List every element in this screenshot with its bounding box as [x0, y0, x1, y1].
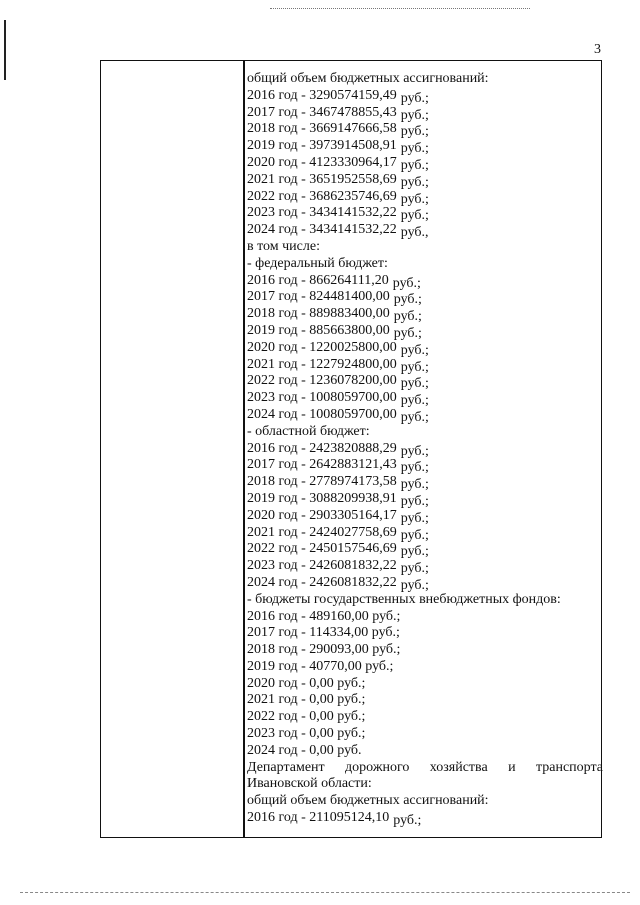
- line-text: 2022 год - 2450157546,69: [247, 541, 397, 557]
- text-line: [247, 609, 599, 626]
- text-line: [247, 709, 599, 726]
- line-text: 2023 год - 1008059700,00: [247, 390, 397, 406]
- text-line: [247, 256, 599, 273]
- currency-unit: руб.;: [400, 191, 429, 207]
- text-line: [247, 525, 599, 542]
- text-line: [247, 457, 599, 474]
- line-text: 2017 год - 3467478855,43: [247, 104, 397, 120]
- line-text: общий объем бюджетных ассигнований:: [247, 71, 489, 86]
- line-text: 2017 год - 2642883121,43: [247, 457, 397, 473]
- line-text: в том числе:: [247, 238, 320, 254]
- line-text: 2021 год - 3651952558,69: [247, 171, 397, 187]
- line-text: 2024 год - 3434141532,22: [247, 222, 397, 238]
- text-line: [247, 558, 599, 575]
- currency-unit: руб.;: [400, 527, 429, 543]
- text-line: [247, 357, 599, 374]
- text-line: [247, 642, 599, 659]
- line-text: 2018 год - 2778974173,58: [247, 474, 397, 490]
- currency-unit: руб.;: [400, 493, 429, 509]
- line-text: 2024 год - 1008059700,00: [247, 406, 397, 422]
- currency-unit: руб.;: [400, 124, 429, 140]
- text-line: [247, 172, 599, 189]
- budget-table: [100, 60, 602, 838]
- line-text: Ивановской области:: [247, 776, 372, 792]
- currency-unit: руб.;: [400, 376, 429, 392]
- line-text: - бюджеты государственных внебюджетных фондов:: [247, 591, 561, 607]
- line-text: 2017 год - 824481400,00: [247, 289, 390, 305]
- scan-top-artifact: [270, 8, 530, 10]
- text-line: [247, 273, 599, 290]
- text-line: [247, 189, 599, 206]
- column-divider: [243, 61, 245, 837]
- text-line: [247, 625, 599, 642]
- text-line: [247, 121, 599, 138]
- line-text: 2018 год - 3669147666,58: [247, 121, 397, 137]
- scan-bottom-artifact: [20, 892, 630, 894]
- line-text: 2016 год - 866264111,20: [247, 272, 389, 288]
- currency-unit: руб.;: [400, 443, 429, 459]
- text-line: [247, 138, 599, 155]
- budget-text-cell: [247, 71, 603, 829]
- line-text: 2018 год - 889883400,00: [247, 306, 390, 322]
- text-line: [247, 692, 599, 709]
- currency-unit: руб.;: [400, 477, 429, 493]
- currency-unit: руб.;: [400, 544, 429, 560]
- line-text: 2016 год - 3290574159,49: [247, 87, 397, 103]
- currency-unit: руб.;: [400, 393, 429, 409]
- text-line: [247, 575, 599, 592]
- currency-unit: руб.;: [393, 309, 422, 325]
- text-line: [247, 743, 599, 760]
- line-text: 2020 год - 1220025800,00: [247, 339, 397, 355]
- line-text: 2022 год - 1236078200,00: [247, 373, 397, 389]
- line-text: 2016 год - 211095124,10: [247, 810, 390, 826]
- line-text: 2023 год - 3434141532,22: [247, 205, 397, 221]
- text-line: [247, 340, 599, 357]
- text-line: [247, 726, 599, 743]
- line-text: 2016 год - 2423820888,29: [247, 440, 397, 456]
- text-line: [247, 491, 599, 508]
- line-text: - областной бюджет:: [247, 423, 370, 439]
- currency-unit: руб.,: [400, 225, 429, 241]
- department-allocation-lines: [247, 776, 599, 829]
- line-text: 2020 год - 4123330964,17: [247, 154, 397, 170]
- text-line: [247, 474, 599, 491]
- line-text: 2019 год - 885663800,00: [247, 322, 390, 338]
- line-text: 2019 год - 3088209938,91: [247, 490, 397, 506]
- currency-unit: руб.;: [400, 577, 429, 593]
- currency-unit: руб.;: [400, 409, 429, 425]
- text-line: [247, 222, 599, 239]
- department-word: хозяйства: [429, 759, 488, 775]
- allocation-lines: [247, 71, 599, 760]
- department-word: и: [508, 759, 516, 775]
- currency-unit: руб.;: [400, 561, 429, 577]
- text-line: [247, 776, 599, 793]
- line-text: 2021 год - 1227924800,00: [247, 356, 397, 372]
- line-text: 2024 год - 0,00 руб.: [247, 742, 362, 758]
- currency-unit: руб.;: [392, 275, 421, 291]
- line-text: 2021 год - 0,00 руб.;: [247, 692, 366, 708]
- currency-unit: руб.;: [400, 342, 429, 358]
- currency-unit: руб.;: [393, 292, 422, 308]
- page-number: 3: [594, 42, 601, 57]
- currency-unit: руб.;: [400, 460, 429, 476]
- line-text: 2017 год - 114334,00 руб.;: [247, 625, 400, 641]
- line-text: 2016 год - 489160,00 руб.;: [247, 608, 401, 624]
- currency-unit: руб.;: [393, 325, 422, 341]
- text-line: [247, 793, 599, 810]
- currency-unit: руб.;: [400, 107, 429, 123]
- text-line: [247, 508, 599, 525]
- text-line: [247, 323, 599, 340]
- text-line: [247, 289, 599, 306]
- line-text: 2020 год - 0,00 руб.;: [247, 675, 366, 691]
- text-line: [247, 373, 599, 390]
- department-word: транспорта: [535, 759, 603, 775]
- line-text: общий объем бюджетных ассигнований:: [247, 793, 489, 809]
- text-line: [247, 306, 599, 323]
- department-word: Департамент: [247, 759, 325, 775]
- currency-unit: руб.;: [400, 90, 429, 106]
- text-line: [247, 541, 599, 558]
- line-text: - федеральный бюджет:: [247, 255, 388, 271]
- text-line: [247, 390, 599, 407]
- line-text: 2020 год - 2903305164,17: [247, 507, 397, 523]
- currency-unit: руб.;: [393, 813, 422, 829]
- line-text: 2019 год - 3973914508,91: [247, 138, 397, 154]
- line-text: 2023 год - 2426081832,22: [247, 558, 397, 574]
- text-line: [247, 205, 599, 222]
- currency-unit: руб.;: [400, 174, 429, 190]
- line-text: 2021 год - 2424027758,69: [247, 524, 397, 540]
- scan-edge-mark: [4, 20, 6, 80]
- text-line: [247, 810, 599, 827]
- line-text: 2022 год - 3686235746,69: [247, 188, 397, 204]
- text-line: [247, 676, 599, 693]
- line-text: 2023 год - 0,00 руб.;: [247, 726, 366, 742]
- currency-unit: руб.;: [400, 208, 429, 224]
- department-word: дорожного: [345, 759, 410, 775]
- currency-unit: руб.;: [400, 359, 429, 375]
- text-line: [247, 407, 599, 424]
- currency-unit: руб.;: [400, 141, 429, 157]
- department-heading-line: [247, 760, 603, 777]
- currency-unit: руб.;: [400, 510, 429, 526]
- line-text: 2024 год - 2426081832,22: [247, 574, 397, 590]
- text-line: [247, 155, 599, 172]
- currency-unit: руб.;: [400, 157, 429, 173]
- line-text: 2022 год - 0,00 руб.;: [247, 709, 366, 725]
- text-line: [247, 441, 599, 458]
- line-text: 2019 год - 40770,00 руб.;: [247, 658, 394, 674]
- text-line: [247, 105, 599, 122]
- text-line: [247, 88, 599, 105]
- text-line: [247, 659, 599, 676]
- text-line: [247, 71, 599, 88]
- line-text: 2018 год - 290093,00 руб.;: [247, 642, 401, 658]
